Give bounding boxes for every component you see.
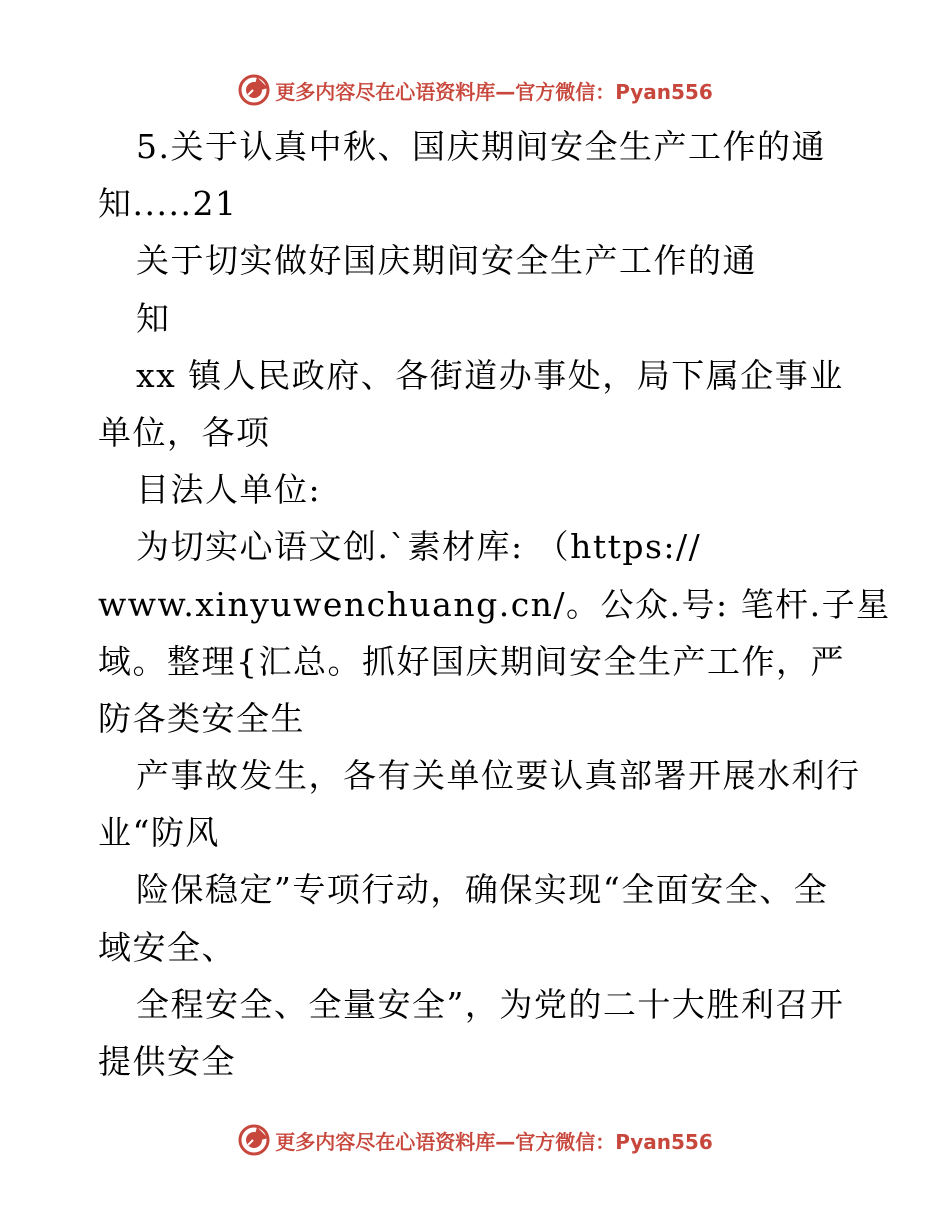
footer-banner (0, 1120, 950, 1160)
header-banner-inner (237, 73, 713, 107)
text-line: 全程安全、全量安全”，为党的二十大胜利召开 (136, 984, 845, 1024)
text-line: 知 (136, 298, 171, 338)
text-line: 产事故发生，各有关单位要认真部署开展水利行 (136, 756, 861, 796)
text-line: xx 镇人民政府、各街道办事处，局下属企事业 (136, 355, 844, 395)
text-line: 业“防风 (98, 813, 220, 853)
text-line: 域。整理{汇总。抓好国庆期间安全生产工作，严 (98, 641, 845, 681)
footer-banner-text: 更多内容尽在心语资料库—官方微信：Pyan556 (275, 1129, 713, 1154)
header-banner-text: 更多内容尽在心语资料库—官方微信：Pyan556 (275, 79, 713, 104)
text-line: 知.....21 (98, 184, 238, 224)
document-body (98, 118, 891, 1090)
text-line: 提供安全 (98, 1042, 236, 1081)
text-line: 防各类安全生 (98, 698, 305, 738)
text-line: 险保稳定”专项行动，确保实现“全面安全、全 (136, 870, 829, 910)
header-banner (0, 70, 950, 110)
text-line: 为切实心语文创.`素材库: （https:// (136, 527, 702, 567)
text-line: 5.关于认真中秋、国庆期间安全生产工作的通 (136, 127, 826, 166)
text-line: www.xinyuwenchuang.cn/。公众.号: 笔杆.子星 (98, 584, 891, 624)
text-line: 关于切实做好国庆期间安全生产工作的通 (136, 241, 757, 281)
pen-logo-icon (237, 1123, 271, 1157)
footer-banner-inner (237, 1123, 713, 1157)
pen-logo-icon (237, 73, 271, 107)
text-line: 单位，各项 (98, 412, 271, 452)
text-line: 域安全、 (98, 927, 236, 967)
text-line: 目法人单位: (136, 470, 322, 510)
